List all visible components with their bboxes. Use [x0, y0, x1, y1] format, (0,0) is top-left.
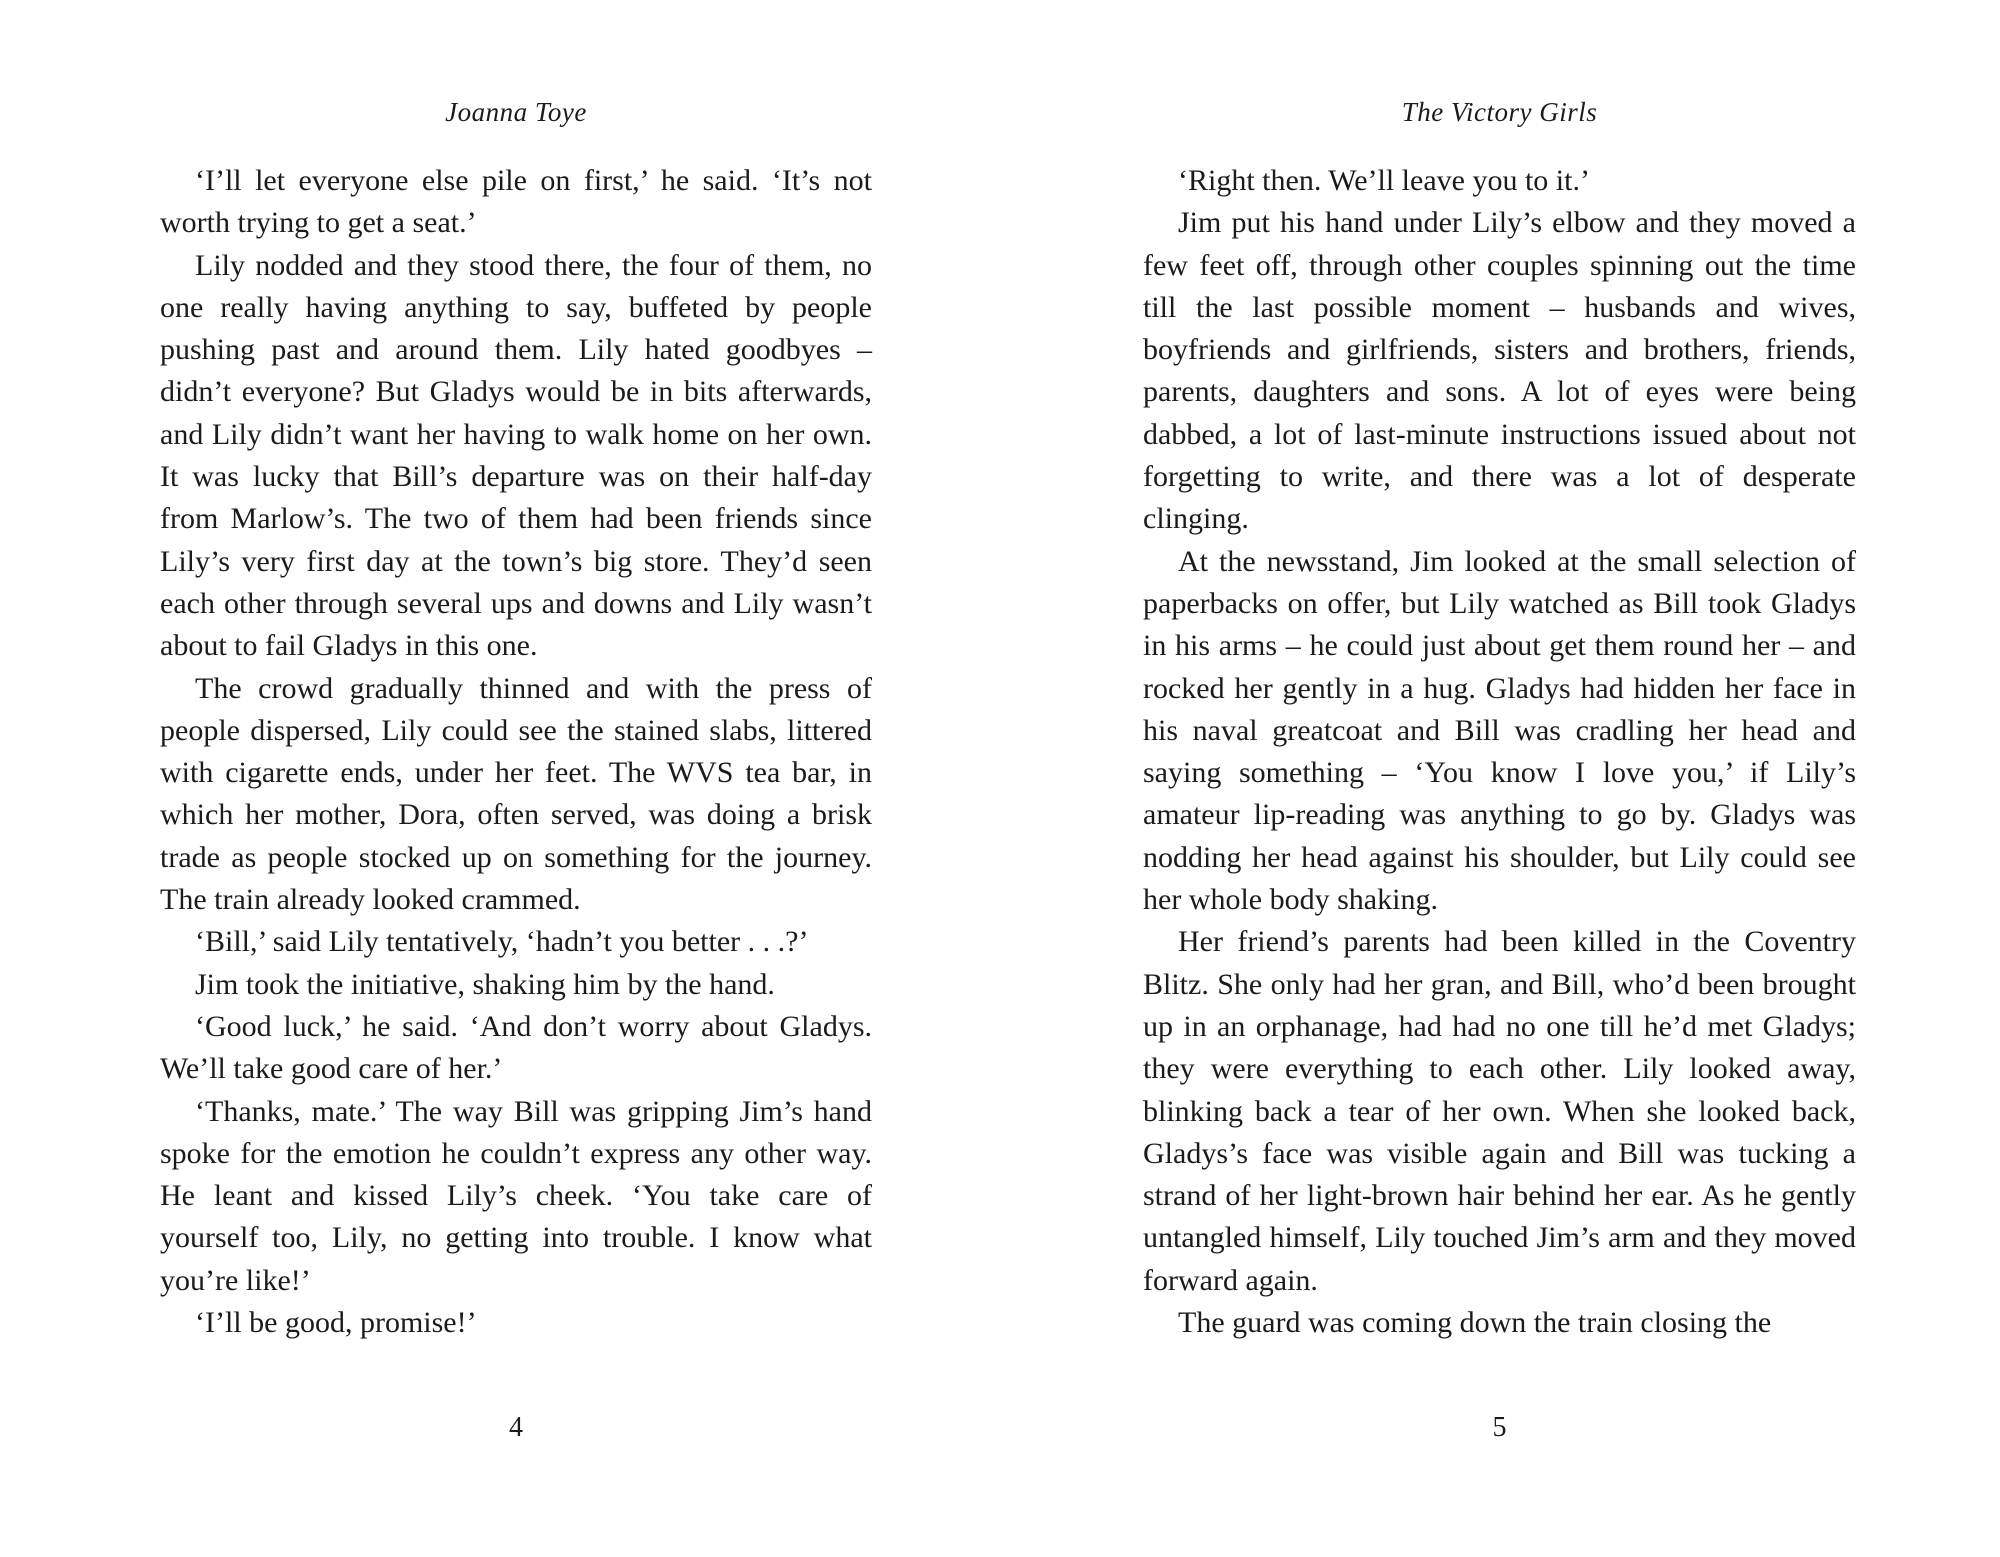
paragraph: ‘Right then. We’ll leave you to it.’ — [1178, 164, 1590, 197]
paragraph: ‘Good luck,’ he said. ‘And don’t worry about Gladys. We’ll take good care of her.’ — [160, 1009, 872, 1086]
page-number: 4 — [509, 1412, 523, 1443]
page-number: 5 — [1492, 1412, 1507, 1443]
paragraph: The guard was coming down the train closing the — [1178, 1306, 1772, 1340]
paragraph: Jim took the initiative, shaking him by the hand. — [195, 967, 775, 1001]
paragraph: The crowd gradually thinned and with the press of people dispersed, Lily could see the stained slabs, littered with cigarette ends, under her feet. The WVS tea bar, in which her mother, Dora, often served, was doing a brisk trade as people stocked up on something for the journey. The train already looked crammed. — [160, 671, 872, 917]
left-page-body — [160, 160, 872, 1344]
paragraph: Lily nodded and they stood there, the four of them, no one really having anything to say, buffeted by people pushing past and around them. Lily hated goodbyes – didn’t everyone? But Gladys would be in bits afterwards, and Lily didn’t want her having to walk home on her own. It was lucky that Bill’s departure was on their half-day from Marlow’s. The two of them had been friends since Lily’s very first day at the town’s big store. They’d seen each other through several ups and downs and Lily wasn’t about to fail Gladys in this one. — [160, 248, 872, 663]
paragraph: Jim put his hand under Lily’s elbow and they moved a few feet off, through other couples spinning out the time till the last possible moment – husbands and wives, boyfriends and girlfriends, sisters and brothers, friends, parents, daughters and sons. A lot of eyes were being dabbed, a lot of last-minute instructions issued about not forgetting to write, and there was a lot of desperate clinging. — [1143, 206, 1856, 536]
running-head-author: Joanna Toye — [445, 97, 587, 127]
paragraph: ‘Bill,’ said Lily tentatively, ‘hadn’t you better . . .?’ — [195, 925, 809, 959]
running-head-title: The Victory Girls — [1401, 97, 1598, 127]
paragraph: At the newsstand, Jim looked at the small selection of paperbacks on offer, but Lily watched as Bill took Gladys in his arms – he could just about get them round her – and rocked her gently in a hug. Gladys had hidden her face in his naval greatcoat and Bill was cradling her head and saying something – ‘You know I love you,’ if Lily’s amateur lip-reading was anything to go by. Gladys was nodding her head against his shoulder, but Lily could see her whole body shaking. — [1143, 544, 1856, 917]
left-page — [160, 0, 872, 1557]
paragraph: ‘I’ll let everyone else pile on first,’ he said. ‘It’s not worth trying to get a seat.’ — [160, 164, 872, 240]
right-page-body — [1143, 160, 1856, 1344]
paragraph: ‘Thanks, mate.’ The way Bill was gripping Jim’s hand spoke for the emotion he couldn’t express any other way. He leant and kissed Lily’s cheek. ‘You take care of yourself too, Lily, no getting into trouble. I know what you’re like!’ — [160, 1094, 872, 1297]
paragraph: ‘I’ll be good, promise!’ — [195, 1306, 477, 1340]
paragraph: Her friend’s parents had been killed in the Coventry Blitz. She only had her gran, and Bill, who’d been brought up in an orphanage, had had no one till he’d met Gladys; they were everything to each other. Lily looked away, blinking back a tear of her own. When she looked back, Gladys’s face was visible again and Bill was tucking a strand of her light-brown hair behind her ear. As he gently untangled himself, Lily touched Jim’s arm and they moved forward again. — [1143, 925, 1856, 1297]
right-page — [1143, 0, 1856, 1557]
